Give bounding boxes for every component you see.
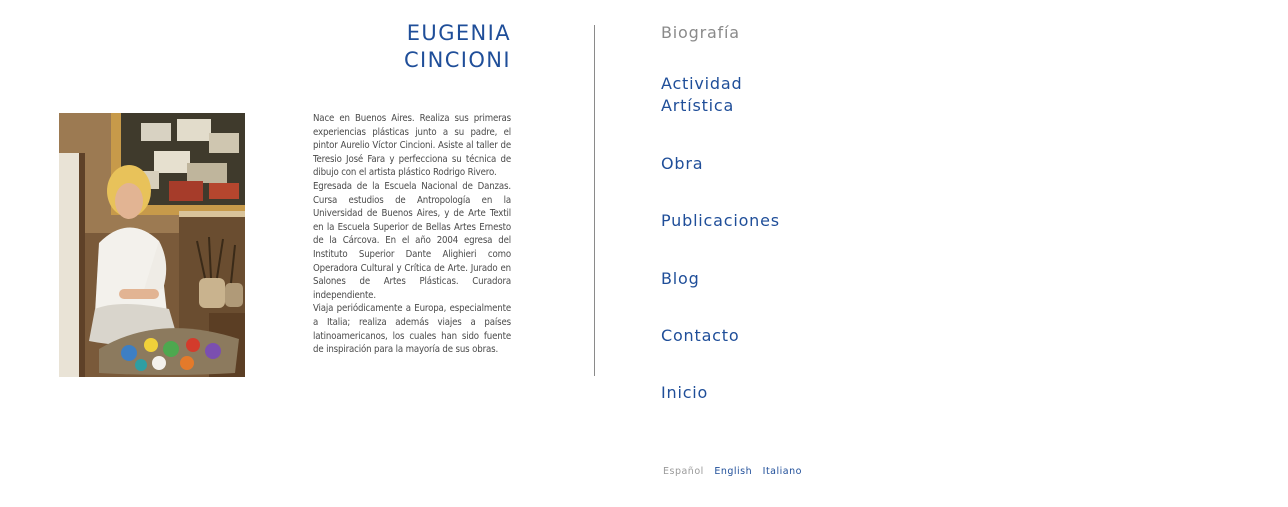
artist-name-last: CINCIONI bbox=[403, 48, 511, 72]
nav-item-biografia[interactable]: Biografía bbox=[661, 23, 740, 42]
nav-item-actividad-artistica[interactable] bbox=[661, 73, 742, 117]
bio-paragraph-2: Egresada de la Escuela Nacional de Danzas. Cursa estudios de Antropología en la Universidad de Buenos Aires, y de Arte Textil en la Escuela Superior de Bellas Artes Ernesto de la Cárcova. En el año 2004 egresa del Instituto Superior Dante Alighieri como Operadora Cultural y Crítica de Arte. Jurado en Salones de Artes Plásticas. Curadora independiente. bbox=[313, 180, 511, 301]
lang-espanol[interactable]: Español bbox=[663, 466, 704, 477]
nav-item-obra[interactable]: Obra bbox=[661, 154, 704, 173]
nav-item-inicio[interactable]: Inicio bbox=[661, 383, 709, 402]
language-selector bbox=[663, 466, 809, 477]
nav-item-actividad-line1: Actividad bbox=[661, 74, 743, 93]
nav-item-publicaciones[interactable]: Publicaciones bbox=[661, 211, 780, 230]
artist-name-first: EUGENIA bbox=[406, 21, 511, 45]
nav-item-actividad-line2: Artística bbox=[661, 96, 735, 115]
lang-english[interactable]: English bbox=[714, 466, 753, 477]
bio-paragraph-1: Nace en Buenos Aires. Realiza sus primeras experiencias plásticas junto a su padre, el pintor Aurelio Víctor Cincioni. Asiste al taller de Teresio José Fara y perfecciona su técnica de dibujo con el artista plástico Rodrigo Rivero. bbox=[313, 113, 511, 179]
biography-text bbox=[313, 112, 511, 357]
artist-photo bbox=[59, 113, 245, 377]
nav-item-contacto[interactable]: Contacto bbox=[661, 326, 740, 345]
vertical-divider bbox=[594, 25, 595, 376]
artist-name bbox=[330, 20, 511, 74]
bio-paragraph-3: Viaja periódicamente a Europa, especialmente a Italia; realiza además viajes a países latinoamericanos, los cuales han sido fuente de inspiración para la mayoría de sus obras. bbox=[313, 303, 511, 356]
lang-italiano[interactable]: Italiano bbox=[762, 466, 802, 477]
nav-item-blog[interactable]: Blog bbox=[661, 269, 700, 288]
